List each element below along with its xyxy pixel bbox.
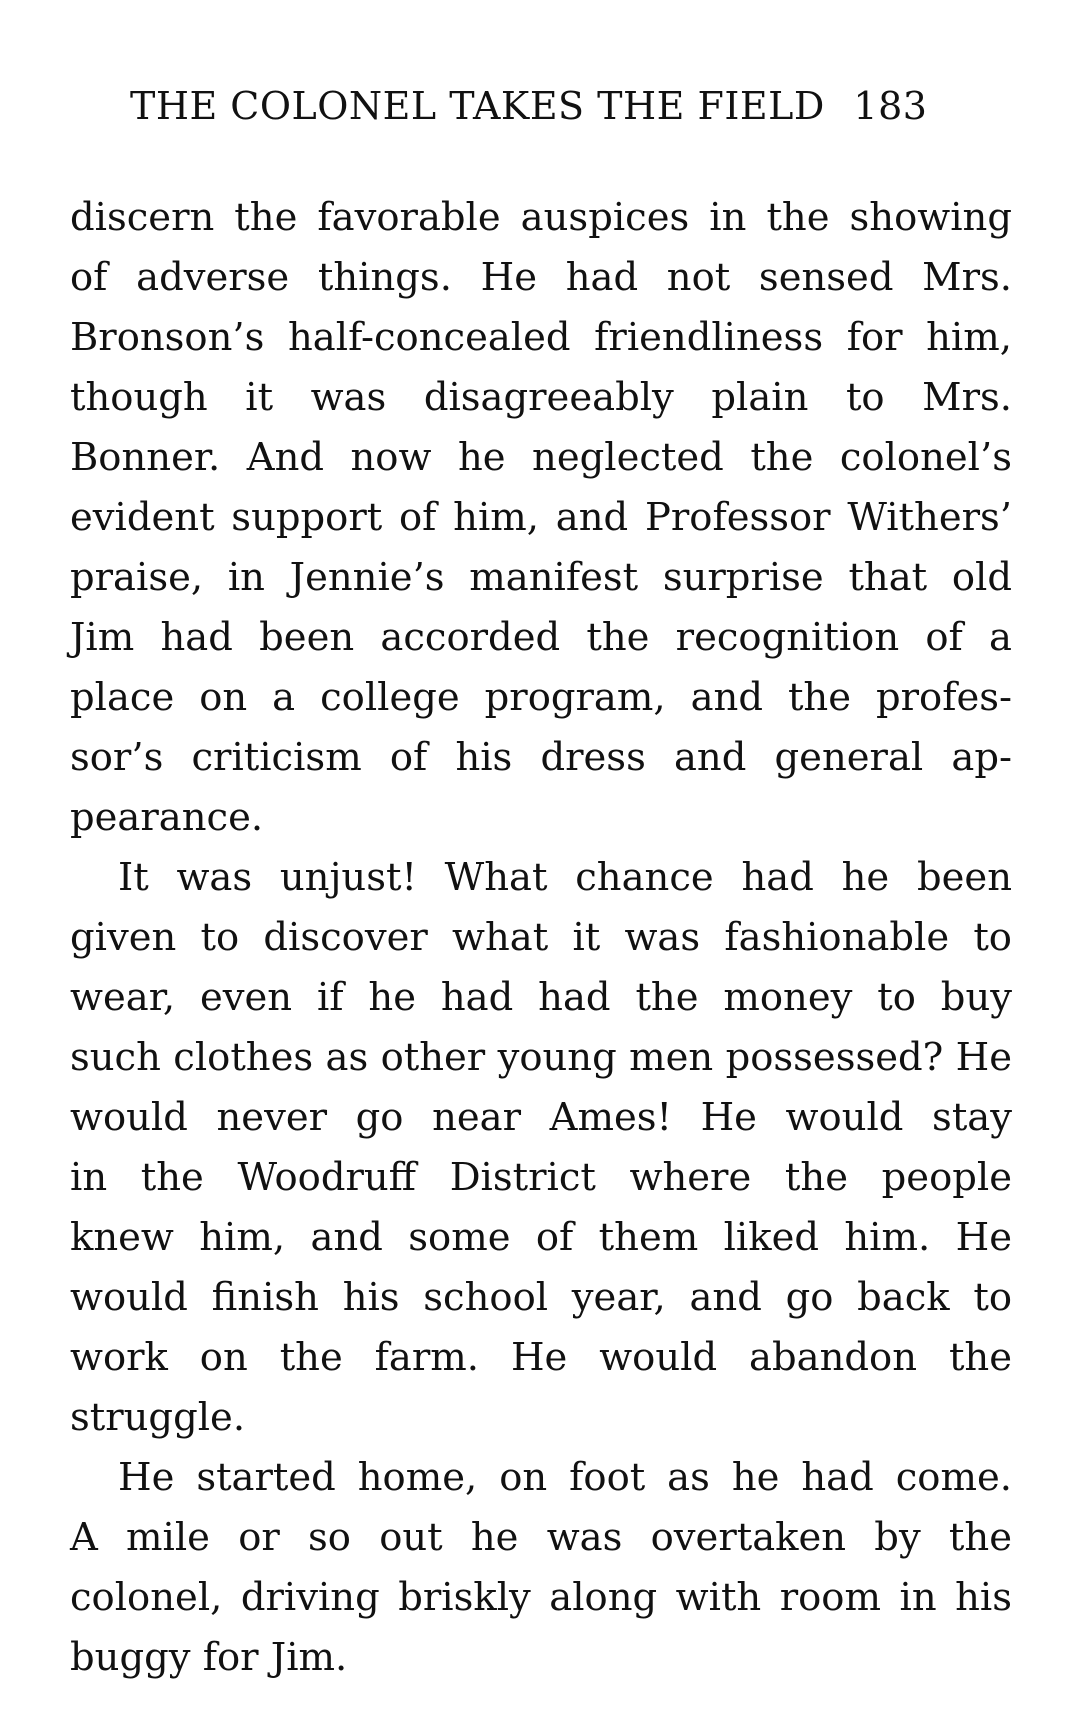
text-line: evident support of him, and Professor Withers’	[70, 495, 1012, 540]
text-line: He started home, on foot as he had come.	[118, 1455, 1012, 1500]
text-line: Jim had been accorded the recognition of a	[70, 615, 1012, 660]
text-line: buggy for Jim.	[70, 1635, 348, 1680]
text-line: A mile or so out he was overtaken by the	[70, 1515, 1012, 1560]
text-line: would finish his school year, and go back to	[70, 1275, 1012, 1320]
text-line: in the Woodruff District where the people	[70, 1155, 1012, 1200]
text-line: would never go near Ames! He would stay	[70, 1095, 1012, 1140]
paragraph-1	[70, 188, 1012, 848]
text-line: struggle.	[70, 1395, 246, 1440]
chapter-title: THE COLONEL TAKES THE FIELD	[130, 84, 825, 128]
text-line: Bonner. And now he neglected the colonel’s	[70, 435, 1012, 480]
text-line: colonel, driving briskly along with room in his	[70, 1575, 1012, 1620]
page-number: 183	[853, 84, 928, 128]
text-line: It was unjust! What chance had he been	[118, 855, 1012, 900]
text-line: pearance.	[70, 795, 264, 840]
text-line: place on a college program, and the profes-	[70, 675, 1012, 720]
text-line: praise, in Jennie’s manifest surprise that old	[70, 555, 1012, 600]
text-line: sor’s criticism of his dress and general ap-	[70, 735, 1012, 780]
body-text	[70, 188, 1012, 1688]
text-line: such clothes as other young men possessed? He	[70, 1035, 1012, 1080]
text-line: wear, even if he had had the money to buy	[70, 975, 1012, 1020]
text-line: Bronson’s half-concealed friendliness for him,	[70, 315, 1012, 360]
paragraph-2	[70, 848, 1012, 1448]
paragraph-3	[70, 1448, 1012, 1688]
text-line: work on the farm. He would abandon the	[70, 1335, 1012, 1380]
text-line: discern the favorable auspices in the showing	[70, 195, 1012, 240]
running-head	[130, 84, 1010, 128]
text-line: though it was disagreeably plain to Mrs.	[70, 375, 1012, 420]
text-line: knew him, and some of them liked him. He	[70, 1215, 1012, 1260]
text-line: of adverse things. He had not sensed Mrs.	[70, 255, 1012, 300]
text-line: given to discover what it was fashionable to	[70, 915, 1012, 960]
